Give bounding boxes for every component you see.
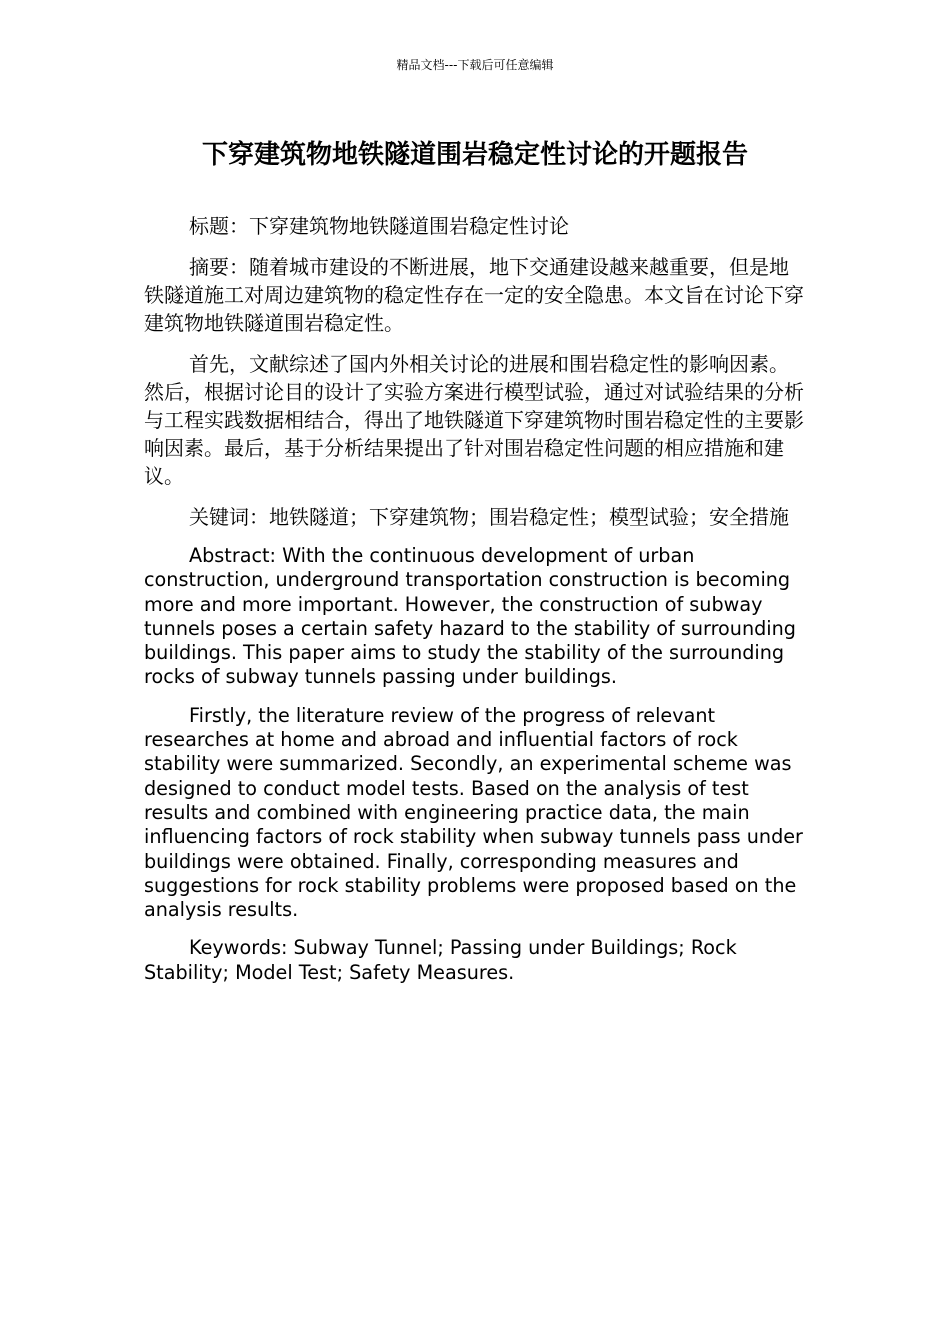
- title-line-paragraph: 标题：下穿建筑物地铁隧道围岩稳定性讨论: [189, 214, 569, 238]
- document-title: 下穿建筑物地铁隧道围岩稳定性讨论的开题报告: [201, 140, 748, 170]
- document-body: [144, 212, 806, 999]
- keywords-cn-paragraph: 关键词：地铁隧道；下穿建筑物；围岩稳定性；模型试验；安全措施: [189, 505, 789, 529]
- keywords-en-paragraph: Keywords: Subway Tunnel; Passing under Buildings; Rock Stability; Model Test; Safety Measures.: [144, 936, 737, 984]
- abstract-cn-paragraph: 摘要：随着城市建设的不断进展，地下交通建设越来越重要，但是地铁隧道施工对周边建筑物的稳定性存在一定的安全隐患。本文旨在讨论下穿建筑物地铁隧道围岩稳定性。: [144, 255, 804, 335]
- page-header: 精品文档---下载后可任意编辑: [396, 58, 554, 72]
- method-en-paragraph: Firstly, the literature review of the progress of relevant researches at home and abroad and influential factors of rock stability were summarized. Secondly, an experimental scheme was designed to conduct model tests. Based on the analysis of test results and combined with engineering practice data, the main influencing factors of rock stability when subway tunnels pass under buildings were obtained. Finally, corresponding measures and suggestions for rock stability problems were proposed based on the analysis results.: [144, 703, 803, 922]
- method-cn-paragraph: 首先，文献综述了国内外相关讨论的进展和围岩稳定性的影响因素。然后，根据讨论目的设计了实验方案进行模型试验，通过对试验结果的分析与工程实践数据相结合，得出了地铁隧道下穿建筑物时围岩稳定性的主要影响因素。最后，基于分析结果提出了针对围岩稳定性问题的相应措施和建议。: [144, 352, 804, 488]
- abstract-en-paragraph: Abstract: With the continuous development of urban construction, underground transportation construction is becoming more and more important. However, the construction of subway tunnels poses a certain safety hazard to the stability of surrounding buildings. This paper aims to study the stability of the surrounding rocks of subway tunnels passing under buildings.: [144, 544, 796, 689]
